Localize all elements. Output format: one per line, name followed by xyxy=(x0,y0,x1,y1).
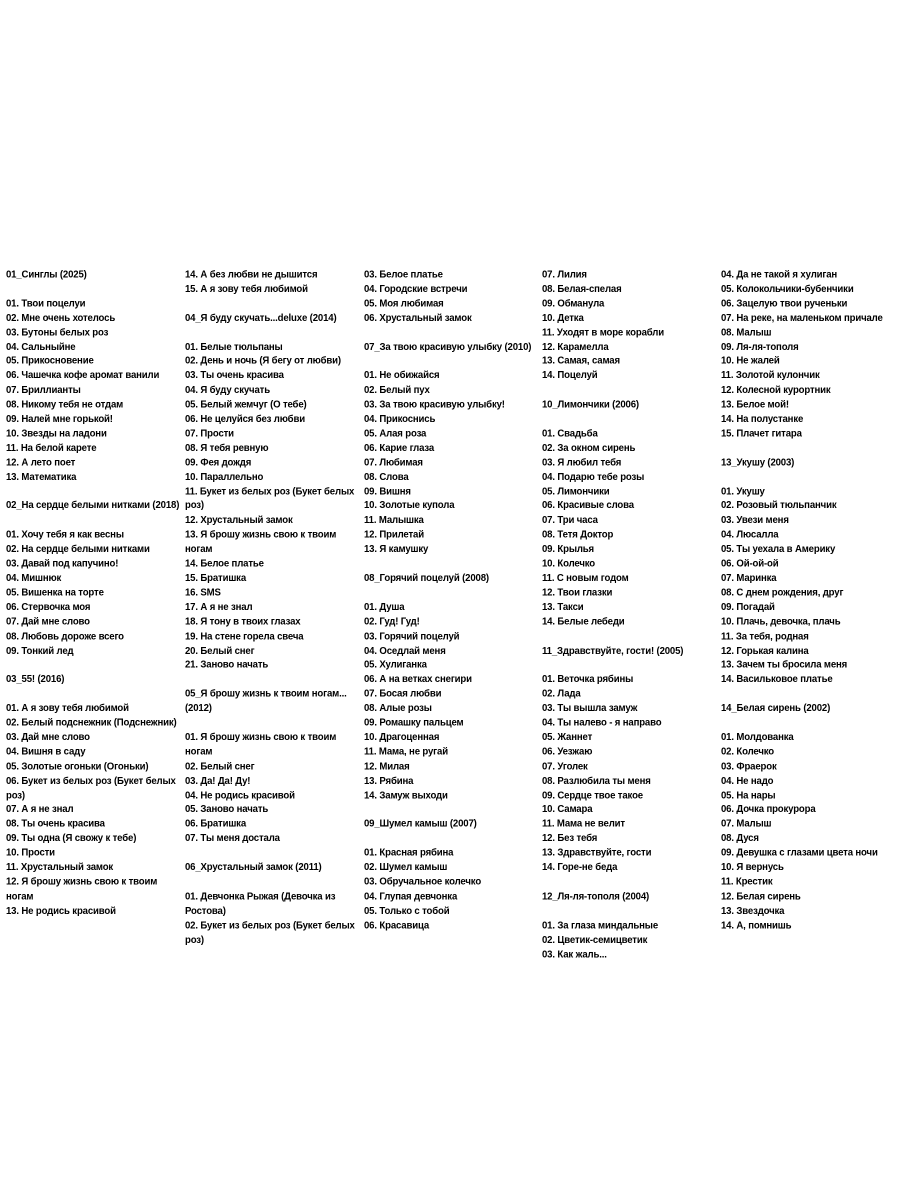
track-item: 13. Такси xyxy=(542,601,584,614)
track-item: 13. Самая, самая xyxy=(542,355,620,368)
track-item: 11. Хрустальный замок xyxy=(6,861,114,874)
track-item: 09. Сердце твое такое xyxy=(542,789,643,802)
album-spacer xyxy=(721,442,897,456)
track-item: 10. Параллельно xyxy=(185,471,264,483)
track-item: 04. Ты налево - я направо xyxy=(542,717,662,729)
track-item: 09. Налей мне горькой! xyxy=(6,413,113,426)
track-item: 01. Свадьба xyxy=(542,428,598,440)
track-item: 04. Мишнюк xyxy=(6,572,62,585)
track-item: 03. Фраерок xyxy=(721,760,777,773)
track-item: 01. За глаза миндальные xyxy=(542,919,659,932)
track-item: 08. Разлюбила ты меня xyxy=(542,775,651,787)
track-item: 07. Прости xyxy=(185,428,234,440)
track-item: 14. Белые лебеди xyxy=(542,616,625,628)
album-spacer xyxy=(185,673,361,687)
album-title: 11_Здравствуйте, гости! (2005) xyxy=(542,645,684,657)
track-item: 15. Плачет гитара xyxy=(721,428,802,440)
track-item: 09. Фея дождя xyxy=(185,457,252,469)
track-item: 03. Да! Да! Ду! xyxy=(185,775,251,787)
track-item: 14. Горе-не беда xyxy=(542,861,618,874)
track-item: 10. Детка xyxy=(542,312,584,324)
album-section xyxy=(364,572,540,803)
album-spacer xyxy=(364,557,540,571)
track-item: 06. Хрустальный замок xyxy=(364,312,472,324)
track-item: 20. Белый снег xyxy=(185,645,255,657)
album-section xyxy=(185,268,361,297)
track-item: 06. Не целуйся без любви xyxy=(185,413,305,426)
track-item: 12. Я брошу жизнь свою к твоим ногам xyxy=(6,876,158,903)
track-item: 06. Уезжаю xyxy=(542,746,593,758)
track-item: 08. Малыш xyxy=(721,326,772,339)
track-item: 13. Я брошу жизнь свою к твоим ногам xyxy=(185,529,337,556)
track-item: 14. Замуж выходи xyxy=(364,789,448,802)
track-item: 07. Три часа xyxy=(542,514,598,527)
track-item: 02. Лада xyxy=(542,688,581,700)
track-item: 05. Белый жемчуг (О тебе) xyxy=(185,399,307,411)
track-item: 08. Любовь дороже всего xyxy=(6,630,124,642)
track-item: 10. Колечко xyxy=(542,558,595,570)
track-item: 03. Увези меня xyxy=(721,514,789,527)
album-title: 05_Я брошу жизнь к твоим ногам... (2012) xyxy=(185,688,347,715)
track-item: 09. Тонкий лед xyxy=(6,645,74,657)
track-item: 03. Я любил тебя xyxy=(542,457,622,469)
track-item: 15. Братишка xyxy=(185,572,247,585)
album-spacer xyxy=(185,846,361,860)
track-item: 03. Давай под капучино! xyxy=(6,558,119,570)
track-item: 11. Букет из белых роз (Букет белых роз) xyxy=(185,485,355,512)
track-item: 02. На сердце белыми нитками xyxy=(6,543,150,556)
track-item: 02. Розовый тюльпанчик xyxy=(721,500,837,512)
track-item: 01. Белые тюльпаны xyxy=(185,341,283,353)
album-title: 14_Белая сирень (2002) xyxy=(721,702,831,715)
track-item: 11. Мама, не ругай xyxy=(364,746,448,758)
track-item: 11. За тебя, родная xyxy=(721,630,809,643)
track-item: 10. Самара xyxy=(542,804,593,816)
track-item: 10. Я вернусь xyxy=(721,861,784,874)
track-item: 01. Не обижайся xyxy=(364,370,440,382)
track-item: 03. За твою красивую улыбку! xyxy=(364,399,505,411)
album-section xyxy=(364,340,540,557)
album-spacer xyxy=(721,687,897,701)
track-item: 16. SMS xyxy=(185,587,221,599)
track-item: 08. Никому тебя не отдам xyxy=(6,399,124,411)
track-item: 06. Букет из белых роз (Букет белых роз) xyxy=(6,775,176,802)
album-section xyxy=(542,890,718,962)
track-item: 14. Васильковое платье xyxy=(721,673,833,686)
track-item: 13. Я камушку xyxy=(364,543,429,556)
track-item: 11. На белой карете xyxy=(6,442,97,455)
album-section xyxy=(721,268,897,442)
album-spacer xyxy=(542,384,718,398)
track-item: 08. Белая-спелая xyxy=(542,283,622,295)
track-item: 12. Милая xyxy=(364,760,410,773)
album-section xyxy=(721,702,897,933)
track-item: 05. Лимончики xyxy=(542,485,610,498)
track-item: 06. Чашечка кофе аромат ванили xyxy=(6,370,160,382)
album-title: 04_Я буду скучать...deluxe (2014) xyxy=(185,312,337,324)
track-item: 01. Веточка рябины xyxy=(542,673,634,686)
track-item: 08. С днем рождения, друг xyxy=(721,587,844,599)
track-item: 04. Подарю тебе розы xyxy=(542,471,645,483)
track-item: 05. Заново начать xyxy=(185,804,269,816)
track-item: 01. Твои поцелуи xyxy=(6,297,86,310)
track-item: 21. Заново начать xyxy=(185,659,269,671)
track-item: 02. Цветик-семицветик xyxy=(542,934,648,946)
track-item: 10. Золотые купола xyxy=(364,500,455,512)
track-item: 03. Как жаль... xyxy=(542,948,607,961)
track-item: 01. Укушу xyxy=(721,485,765,498)
album-section xyxy=(185,687,361,846)
track-item: 10. Драгоценная xyxy=(364,731,440,744)
track-item: 05. Жаннет xyxy=(542,731,593,744)
column-2 xyxy=(185,268,361,948)
track-item: 07. Уголек xyxy=(542,760,588,773)
track-item: 14. На полустанке xyxy=(721,413,804,426)
track-item: 07. Бриллианты xyxy=(6,384,81,397)
track-item: 04. Да не такой я хулиган xyxy=(721,269,838,281)
track-item: 05. Ты уехала в Америку xyxy=(721,543,836,556)
track-item: 18. Я тону в твоих глазах xyxy=(185,616,301,628)
track-item: 05. Прикосновение xyxy=(6,355,94,368)
album-section xyxy=(185,861,361,948)
track-item: 03. Горячий поцелуй xyxy=(364,630,460,642)
track-item: 09. Ромашку пальцем xyxy=(364,717,464,729)
track-item: 01. Душа xyxy=(364,601,405,614)
track-item: 02. Белый снег xyxy=(185,760,255,773)
track-item: 01. А я зову тебя любимой xyxy=(6,702,129,715)
track-item: 13. Математика xyxy=(6,471,77,483)
track-item: 17. А я не знал xyxy=(185,601,253,614)
track-item: 12. Без тебя xyxy=(542,833,598,845)
track-item: 12. Колесной курортник xyxy=(721,384,831,397)
track-item: 10. Прости xyxy=(6,847,55,859)
track-item: 09. Обманула xyxy=(542,297,605,310)
track-item: 13. Рябина xyxy=(364,775,414,787)
track-item: 08. Я тебя ревную xyxy=(185,442,269,454)
track-item: 14. Белое платье xyxy=(185,558,264,570)
track-item: 06. А на ветках снегири xyxy=(364,673,472,686)
track-item: 06. Братишка xyxy=(185,818,247,830)
track-item: 12. Белая сирень xyxy=(721,890,801,903)
track-item: 04. Сальныйне xyxy=(6,341,76,353)
track-item: 07. Лилия xyxy=(542,269,587,281)
album-section xyxy=(6,673,182,919)
track-item: 02. Белый пух xyxy=(364,384,430,397)
album-section xyxy=(721,456,897,687)
album-section xyxy=(364,817,540,933)
track-item: 04. Я буду скучать xyxy=(185,384,270,397)
track-item: 04. Не родись красивой xyxy=(185,789,295,802)
track-item: 05. Колокольчики-бубенчики xyxy=(721,283,854,295)
track-item: 11. Уходят в море корабли xyxy=(542,326,664,339)
column-1 xyxy=(6,268,182,919)
track-item: 02. Шумел камыш xyxy=(364,861,448,874)
album-title: 08_Горячий поцелуй (2008) xyxy=(364,572,489,585)
track-item: 06. Красивые слова xyxy=(542,500,634,512)
track-item: 12. Карамелла xyxy=(542,341,609,353)
track-item: 13. Белое мой! xyxy=(721,399,789,411)
album-title: 03_55! (2016) xyxy=(6,673,65,686)
track-item: 14. Поцелуй xyxy=(542,370,598,382)
track-item: 01. Девчонка Рыжая (Девочка из Ростова) xyxy=(185,890,336,917)
track-item: 11. Малышка xyxy=(364,514,424,527)
track-item: 19. На стене горела свеча xyxy=(185,630,304,643)
album-title: 09_Шумел камыш (2007) xyxy=(364,818,477,830)
column-3 xyxy=(364,268,540,933)
track-item: 13. Здравствуйте, гости xyxy=(542,847,652,859)
tracklist-sheet xyxy=(0,268,900,961)
album-spacer xyxy=(6,658,182,672)
track-item: 12. Горькая калина xyxy=(721,645,809,657)
track-item: 07. Дай мне слово xyxy=(6,616,90,628)
track-item: 05. Только с тобой xyxy=(364,905,450,917)
track-item: 05. Хулиганка xyxy=(364,659,427,671)
album-title: 01_Синглы (2025) xyxy=(6,269,87,281)
track-item: 06. Карие глаза xyxy=(364,442,435,454)
album-spacer xyxy=(185,297,361,311)
album-section xyxy=(542,644,718,875)
track-item: 05. На нары xyxy=(721,789,776,802)
track-item: 03. Ты вышла замуж xyxy=(542,702,638,715)
track-item: 03. Белое платье xyxy=(364,269,443,281)
album-section xyxy=(364,268,540,326)
track-item: 14. А, помнишь xyxy=(721,919,792,932)
track-item: 08. Алые розы xyxy=(364,702,432,715)
album-spacer xyxy=(364,803,540,817)
track-item: 07. Любимая xyxy=(364,457,423,469)
track-item: 12. Твои глазки xyxy=(542,587,613,599)
track-item: 05. Алая роза xyxy=(364,428,427,440)
track-item: 13. Не родись красивой xyxy=(6,905,116,917)
track-item: 11. Мама не велит xyxy=(542,818,625,830)
track-item: 15. А я зову тебя любимой xyxy=(185,283,308,295)
track-item: 04. Городские встречи xyxy=(364,283,468,295)
album-spacer xyxy=(6,485,182,499)
track-item: 02. Мне очень хотелось xyxy=(6,312,116,324)
track-item: 10. Плачь, девочка, плачь xyxy=(721,616,841,628)
album-spacer xyxy=(364,326,540,340)
track-item: 08. Слова xyxy=(364,471,409,483)
album-section xyxy=(185,311,361,673)
track-item: 12. Хрустальный замок xyxy=(185,514,293,527)
track-item: 07. На реке, на маленьком причале xyxy=(721,312,883,324)
track-item: 04. Глупая девчонка xyxy=(364,890,458,903)
track-item: 09. Вишня xyxy=(364,485,411,498)
track-item: 08. Ты очень красива xyxy=(6,818,105,830)
track-item: 10. Звезды на ладони xyxy=(6,428,107,440)
track-item: 09. Девушка с глазами цвета ночи xyxy=(721,847,878,859)
album-title: 06_Хрустальный замок (2011) xyxy=(185,861,322,874)
track-item: 05. Золотые огоньки (Огоньки) xyxy=(6,760,149,773)
album-spacer xyxy=(542,875,718,889)
album-title: 02_На сердце белыми нитками (2018) xyxy=(6,500,180,512)
track-item: 02. За окном сирень xyxy=(542,442,636,454)
track-item: 03. Обручальное колечко xyxy=(364,876,482,888)
album-section xyxy=(6,268,182,485)
album-section xyxy=(6,499,182,658)
track-item: 05. Вишенка на торте xyxy=(6,587,104,599)
track-item: 03. Бутоны белых роз xyxy=(6,326,109,339)
track-item: 01. Красная рябина xyxy=(364,847,454,859)
track-item: 07. А я не знал xyxy=(6,804,74,816)
album-section xyxy=(542,398,718,629)
album-title: 10_Лимончики (2006) xyxy=(542,399,639,411)
track-item: 01. Молдованка xyxy=(721,731,794,744)
album-title: 12_Ля-ля-тополя (2004) xyxy=(542,890,650,903)
album-section xyxy=(542,268,718,384)
track-item: 04. Прикоснись xyxy=(364,413,436,426)
track-item: 01. Я брошу жизнь свою к твоим ногам xyxy=(185,731,337,758)
track-item: 10. Не жалей xyxy=(721,355,780,368)
track-item: 04. Не надо xyxy=(721,775,774,787)
track-item: 02. Колечко xyxy=(721,746,774,758)
track-item: 02. Букет из белых роз (Букет белых роз) xyxy=(185,919,355,946)
track-item: 13. Зачем ты бросила меня xyxy=(721,659,848,671)
track-item: 09. Крылья xyxy=(542,543,595,556)
track-item: 03. Дай мне слово xyxy=(6,731,90,744)
track-item: 14. А без любви не дышится xyxy=(185,269,318,281)
track-item: 02. Гуд! Гуд! xyxy=(364,616,420,628)
track-item: 04. Вишня в саду xyxy=(6,746,86,758)
track-item: 08. Дуся xyxy=(721,833,759,845)
track-item: 09. Погадай xyxy=(721,601,775,614)
column-5 xyxy=(721,268,897,933)
track-item: 05. Моя любимая xyxy=(364,297,444,310)
track-item: 11. Золотой кулончик xyxy=(721,370,820,382)
column-4 xyxy=(542,268,718,962)
track-item: 07. Маринка xyxy=(721,572,777,585)
album-title: 07_За твою красивую улыбку (2010) xyxy=(364,341,532,353)
track-item: 04. Оседлай меня xyxy=(364,645,446,657)
track-item: 06. Стервочка моя xyxy=(6,601,91,614)
track-item: 02. День и ночь (Я бегу от любви) xyxy=(185,355,341,368)
album-title: 13_Укушу (2003) xyxy=(721,457,795,469)
track-item: 12. А лето поет xyxy=(6,457,76,469)
track-item: 01. Хочу тебя я как весны xyxy=(6,529,124,541)
track-item: 13. Звездочка xyxy=(721,905,785,917)
track-item: 04. Люсалла xyxy=(721,529,779,541)
track-item: 09. Ля-ля-тополя xyxy=(721,341,799,353)
track-item: 11. С новым годом xyxy=(542,572,629,585)
track-item: 11. Крестик xyxy=(721,876,773,888)
track-item: 06. Ой-ой-ой xyxy=(721,558,779,570)
track-item: 06. Красавица xyxy=(364,919,430,932)
track-item: 09. Ты одна (Я свожу к тебе) xyxy=(6,832,137,845)
track-item: 12. Прилетай xyxy=(364,529,424,541)
track-item: 03. Ты очень красива xyxy=(185,370,284,382)
track-item: 07. Ты меня достала xyxy=(185,833,280,845)
track-item: 07. Босая любви xyxy=(364,688,442,700)
track-item: 08. Тетя Доктор xyxy=(542,529,614,541)
track-item: 06. Дочка прокурора xyxy=(721,804,816,816)
track-item: 02. Белый подснежник (Подснежник) xyxy=(6,717,177,729)
track-item: 07. Малыш xyxy=(721,818,772,830)
track-item: 06. Зацелую твои рученьки xyxy=(721,297,848,310)
album-spacer xyxy=(542,630,718,644)
